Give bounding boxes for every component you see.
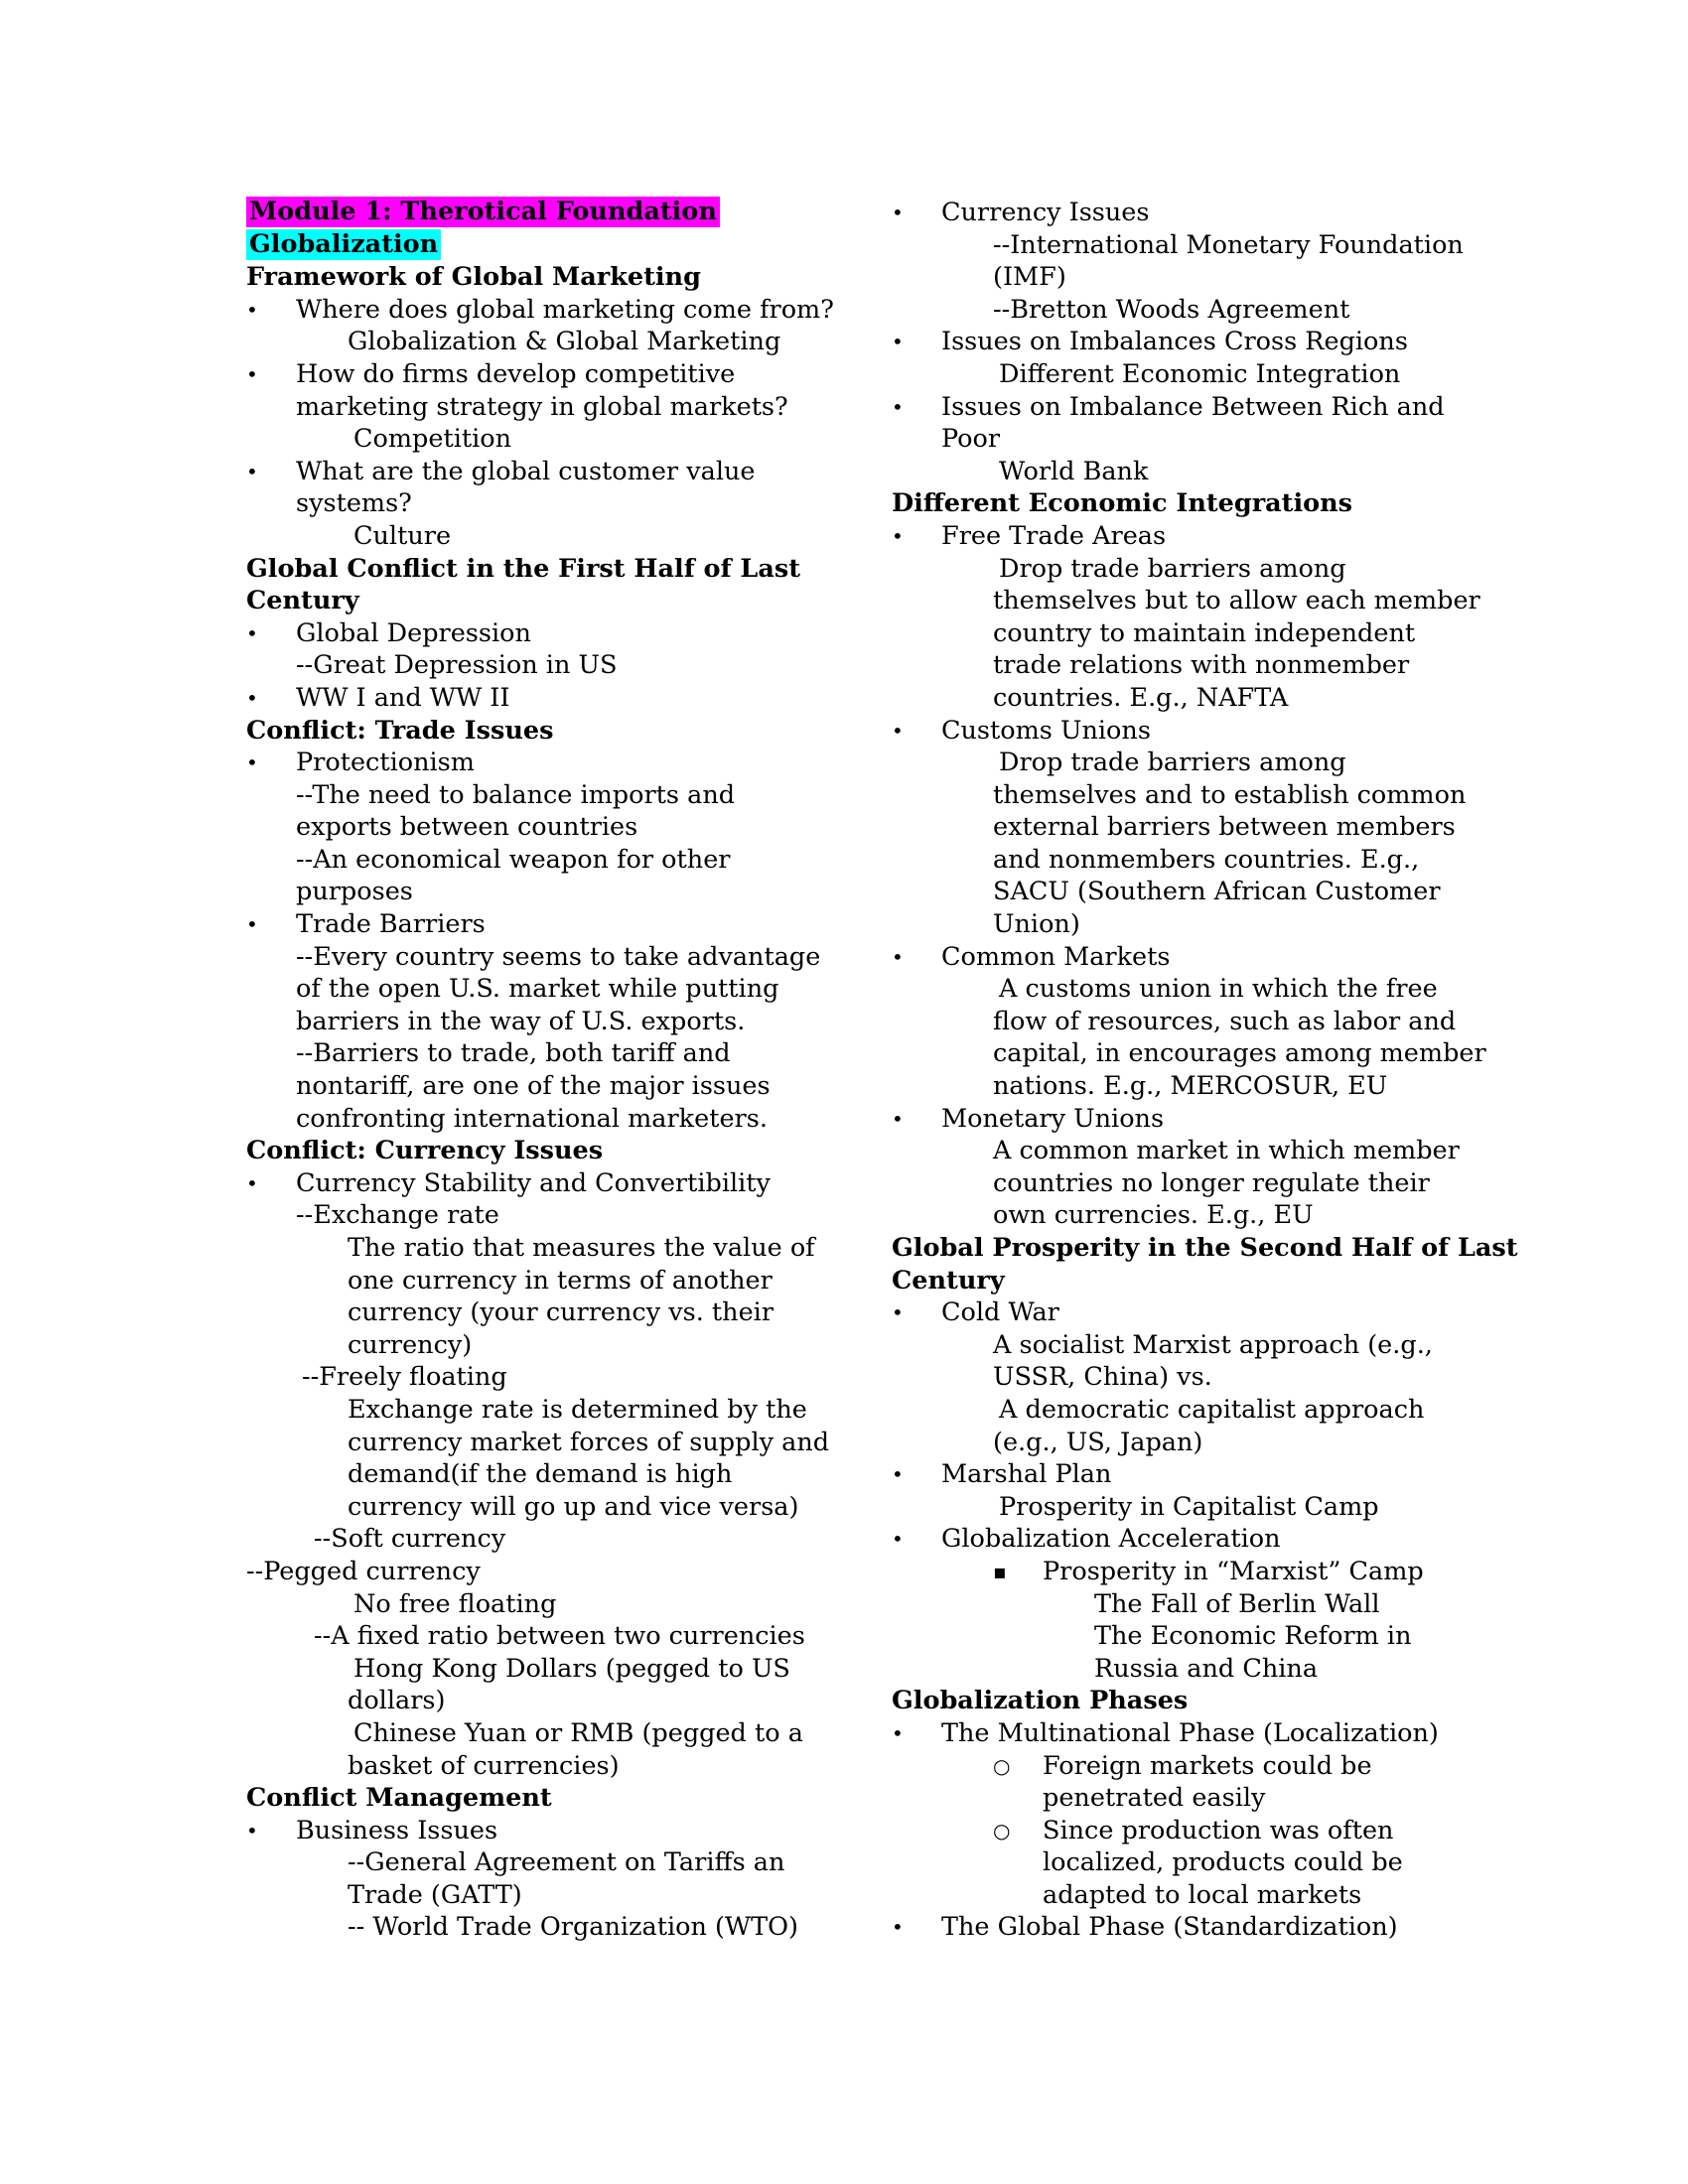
bullet-icon: •: [892, 394, 904, 419]
text-line: [246, 715, 822, 748]
text-line: [892, 908, 1448, 941]
text-line: [892, 715, 1448, 748]
line-text: Different Economic Integration: [999, 358, 1401, 389]
text-line: [892, 391, 1448, 424]
module-title: Module 1: Therotical Foundation: [246, 197, 720, 227]
line-text: Drop trade barriers among: [999, 748, 1346, 778]
text-line: [892, 1103, 1448, 1136]
text-line: [892, 358, 1448, 391]
text-line: [246, 1782, 822, 1815]
line-text: No free floating: [353, 1588, 557, 1619]
text-line: [246, 1815, 822, 1847]
line-text: Exchange rate is determined by the: [348, 1394, 807, 1425]
line-text: marketing strategy in global markets?: [296, 391, 788, 422]
line-text: currency): [348, 1329, 473, 1360]
text-line: [892, 1588, 1448, 1621]
line-text: Currency Issues: [941, 198, 1150, 227]
text-line: [892, 1199, 1448, 1232]
text-line: [246, 391, 822, 424]
line-text: nontariff, are one of the major issues: [296, 1071, 771, 1102]
bullet-icon: •: [892, 1106, 904, 1131]
text-line: [246, 261, 822, 294]
text-line: [892, 1070, 1448, 1103]
text-line: [892, 1135, 1460, 1167]
line-text: dollars): [348, 1686, 446, 1716]
text-line: [246, 358, 822, 391]
line-text: Drop trade barriers among: [999, 553, 1346, 584]
line-text: Foreign markets could be: [1043, 1750, 1372, 1781]
bullet-icon: •: [246, 297, 258, 322]
text-line: [892, 1717, 1448, 1750]
line-text: --General Agreement on Tariffs an: [348, 1847, 785, 1878]
text-line: [892, 1653, 1448, 1686]
section-heading: Conflict: Currency Issues: [246, 1136, 604, 1166]
text-line: [246, 908, 822, 941]
text-line: [246, 1523, 822, 1556]
line-text: nations. E.g., MERCOSUR, EU: [993, 1071, 1388, 1102]
text-line: [246, 197, 822, 229]
text-line: [892, 1265, 1448, 1297]
line-text: Business Issues: [296, 1815, 498, 1845]
text-line: [892, 456, 1448, 488]
line-text: demand(if the demand is high: [348, 1459, 733, 1490]
line-text: Monetary Unions: [941, 1103, 1165, 1134]
line-text: Russia and China: [1094, 1653, 1319, 1684]
line-text: Globalization & Global Marketing: [348, 327, 781, 357]
text-line: [892, 844, 1448, 877]
text-line: [246, 1556, 822, 1588]
line-text: A socialist Marxist approach (e.g.,: [993, 1329, 1433, 1360]
right-column: [892, 197, 1518, 1944]
line-text: trade relations with nonmember: [993, 650, 1410, 681]
bullet-icon: •: [246, 361, 258, 386]
text-line: [246, 1232, 822, 1265]
section-heading: Conflict Management: [246, 1783, 552, 1814]
line-text: --Exchange rate: [296, 1200, 499, 1231]
text-line: [892, 326, 1448, 358]
text-line: [892, 229, 1464, 262]
bullet-icon: •: [892, 330, 904, 354]
text-line: [892, 1006, 1457, 1038]
bullet-icon: •: [246, 1818, 258, 1843]
line-text: --The need to balance imports and: [296, 779, 736, 810]
text-line: [246, 1685, 822, 1717]
bullet-icon: •: [246, 912, 258, 937]
line-text: USSR, China) vs.: [993, 1362, 1212, 1393]
text-line: [892, 1782, 1448, 1815]
line-text: How do firms develop competitive: [296, 358, 736, 389]
section-heading: Century: [246, 586, 359, 616]
bullet-icon: •: [246, 459, 258, 483]
text-line: [246, 553, 822, 586]
line-text: --Every country seems to take advantage: [296, 941, 821, 972]
text-line: [892, 682, 1448, 715]
text-line: [246, 1588, 822, 1621]
text-line: [892, 1911, 1448, 1944]
line-text: Cold War: [941, 1297, 1059, 1328]
line-text: purposes: [296, 877, 413, 907]
line-text: --Freely floating: [302, 1362, 507, 1393]
text-line: [246, 1329, 822, 1362]
text-line: [246, 876, 822, 908]
bullet-icon: •: [892, 1462, 904, 1487]
text-line: [246, 617, 822, 650]
line-text: themselves and to establish common: [993, 779, 1467, 810]
text-line: [892, 973, 1448, 1006]
text-line: [892, 261, 1448, 294]
line-text: --Soft currency: [314, 1524, 506, 1555]
bullet-icon: •: [892, 1527, 904, 1552]
text-line: [246, 747, 822, 779]
text-line: [892, 487, 1448, 520]
section-heading: Different Economic Integrations: [892, 488, 1353, 519]
line-text: Issues on Imbalance Between Rich and: [941, 391, 1445, 422]
text-line: [892, 1458, 1448, 1491]
line-text: of the open U.S. market while putting: [296, 974, 779, 1005]
circle-bullet-icon: ○: [993, 1818, 1011, 1843]
line-text: Union): [993, 909, 1080, 940]
text-line: [892, 1523, 1448, 1556]
line-text: currency market forces of supply and: [348, 1427, 830, 1457]
text-line: [246, 1135, 822, 1167]
text-line: [892, 1329, 1448, 1362]
text-line: [246, 1199, 822, 1232]
line-text: Currency Stability and Convertibility: [296, 1167, 771, 1198]
circle-bullet-icon: ○: [993, 1753, 1011, 1778]
text-line: [246, 1361, 822, 1394]
text-line: [246, 682, 822, 715]
line-text: --Bretton Woods Agreement: [993, 294, 1350, 325]
section-heading: Century: [892, 1265, 1005, 1296]
text-line: [892, 1167, 1448, 1200]
text-line: [246, 1297, 822, 1329]
text-line: [246, 487, 822, 520]
line-text: The Fall of Berlin Wall: [1094, 1588, 1380, 1619]
text-line: [246, 649, 822, 682]
line-text: Trade Barriers: [296, 909, 486, 940]
bullet-icon: •: [892, 523, 904, 548]
line-text: --A fixed ratio between two currencies: [314, 1621, 805, 1652]
line-text: themselves but to allow each member: [993, 586, 1480, 616]
text-line: [892, 1620, 1448, 1653]
text-line: [892, 1879, 1448, 1912]
text-line: [246, 326, 822, 358]
line-text: countries no longer regulate their: [993, 1167, 1430, 1198]
line-text: -- World Trade Organization (WTO): [348, 1912, 799, 1943]
text-line: [892, 1556, 1448, 1588]
text-line: [246, 585, 822, 617]
line-text: country to maintain independent: [993, 617, 1416, 648]
bullet-icon: •: [246, 1170, 258, 1195]
text-line: [246, 1653, 822, 1686]
left-column: [246, 197, 834, 1944]
line-text: Customs Unions: [941, 715, 1151, 746]
topic-title: Globalization: [246, 229, 441, 260]
line-text: Trade (GATT): [348, 1879, 522, 1910]
bullet-icon: •: [892, 201, 904, 224]
line-text: --Barriers to trade, both tariff and: [296, 1038, 731, 1069]
text-line: [246, 456, 822, 488]
line-text: capital, in encourages among member: [993, 1038, 1486, 1069]
text-line: [892, 1815, 1448, 1847]
section-heading: Global Prosperity in the Second Half of Last: [892, 1233, 1518, 1263]
text-line: [892, 941, 1448, 974]
text-line: [246, 811, 822, 844]
text-line: [246, 1037, 822, 1070]
text-line: [892, 1394, 1448, 1427]
line-text: Culture: [353, 520, 452, 551]
bullet-icon: •: [892, 718, 904, 743]
text-line: [892, 520, 1448, 553]
text-line: [892, 423, 1448, 456]
text-line: [246, 1620, 822, 1653]
line-text: own currencies. E.g., EU: [993, 1200, 1314, 1231]
line-text: (e.g., US, Japan): [993, 1427, 1203, 1457]
text-line: [892, 1232, 1518, 1265]
text-line: [892, 747, 1448, 779]
line-text: and nonmembers countries. E.g.,: [993, 844, 1420, 875]
line-text: Hong Kong Dollars (pegged to US: [353, 1653, 790, 1684]
text-line: [246, 520, 822, 553]
section-heading: Conflict: Trade Issues: [246, 715, 554, 746]
text-line: [246, 1167, 822, 1200]
text-line: [246, 1394, 822, 1427]
line-text: Competition: [353, 424, 512, 455]
bullet-icon: •: [892, 944, 904, 969]
bullet-icon: •: [246, 620, 258, 645]
section-heading: Framework of Global Marketing: [246, 262, 701, 293]
text-line: [246, 1750, 822, 1783]
line-text: one currency in terms of another: [348, 1265, 773, 1296]
line-text: --Pegged currency: [246, 1556, 481, 1586]
bullet-icon: •: [892, 1720, 904, 1745]
line-text: WW I and WW II: [296, 682, 510, 713]
text-line: [246, 1911, 822, 1944]
line-text: The Multinational Phase (Localization): [941, 1717, 1439, 1748]
text-line: [892, 1685, 1448, 1717]
line-text: currency (your currency vs. their: [348, 1297, 774, 1328]
text-line: [246, 1491, 822, 1524]
line-text: --Great Depression in US: [296, 650, 618, 681]
bullet-icon: •: [246, 685, 258, 710]
line-text: --An economical weapon for other: [296, 844, 731, 875]
text-line: [892, 1750, 1448, 1783]
text-line: [246, 1006, 822, 1038]
line-text: Chinese Yuan or RMB (pegged to a: [353, 1717, 803, 1748]
text-line: [246, 1070, 822, 1103]
text-line: [246, 1458, 822, 1491]
line-text: --International Monetary Foundation: [993, 229, 1464, 260]
line-text: Common Markets: [941, 941, 1171, 972]
line-text: Where does global marketing come from?: [296, 294, 834, 325]
line-text: Free Trade Areas: [941, 520, 1167, 551]
text-line: [892, 649, 1448, 682]
line-text: basket of currencies): [348, 1750, 620, 1781]
line-text: external barriers between members: [993, 812, 1456, 843]
text-line: [892, 1491, 1448, 1524]
line-text: Prosperity in Capitalist Camp: [999, 1491, 1379, 1522]
line-text: adapted to local markets: [1043, 1879, 1362, 1910]
line-text: Marshal Plan: [941, 1459, 1112, 1490]
text-line: [246, 423, 822, 456]
line-text: World Bank: [999, 456, 1149, 486]
text-line: [892, 553, 1448, 586]
text-line: [892, 294, 1448, 327]
line-text: SACU (Southern African Customer: [993, 877, 1441, 907]
bullet-icon: •: [892, 1915, 904, 1940]
text-line: [246, 1265, 822, 1297]
line-text: systems?: [296, 488, 412, 519]
line-text: The ratio that measures the value of: [348, 1233, 815, 1263]
line-text: barriers in the way of U.S. exports.: [296, 1006, 746, 1036]
line-text: Poor: [941, 424, 1001, 455]
line-text: The Global Phase (Standardization): [941, 1912, 1398, 1943]
text-line: [892, 1427, 1448, 1459]
text-line: [892, 1037, 1486, 1070]
line-text: countries. E.g., NAFTA: [993, 682, 1289, 713]
text-line: [246, 1879, 822, 1912]
line-text: currency will go up and vice versa): [348, 1491, 799, 1522]
line-text: Protectionism: [296, 748, 475, 778]
line-text: flow of resources, such as labor and: [993, 1006, 1457, 1036]
text-line: [892, 1361, 1448, 1394]
text-line: [246, 1846, 822, 1879]
line-text: exports between countries: [296, 812, 638, 843]
text-line: [246, 1103, 822, 1136]
text-line: [246, 941, 822, 974]
line-text: confronting international marketers.: [296, 1103, 768, 1134]
text-line: [246, 779, 822, 812]
square-bullet-icon: ▪: [993, 1559, 1007, 1583]
text-line: [246, 844, 822, 877]
section-heading: Globalization Phases: [892, 1686, 1189, 1716]
text-line: [892, 876, 1448, 908]
text-line: [246, 1427, 830, 1459]
line-text: penetrated easily: [1043, 1783, 1266, 1814]
section-heading: Global Conflict in the First Half of Last: [246, 553, 800, 584]
line-text: localized, products could be: [1043, 1847, 1403, 1878]
text-line: [892, 1846, 1448, 1879]
bullet-icon: •: [246, 751, 258, 775]
text-line: [892, 585, 1480, 617]
text-line: [892, 779, 1467, 812]
line-text: What are the global customer value: [296, 456, 756, 486]
line-text: Prosperity in “Marxist” Camp: [1043, 1556, 1424, 1586]
text-line: [892, 1297, 1448, 1329]
line-text: The Economic Reform in: [1094, 1621, 1412, 1652]
text-line: [892, 197, 1448, 229]
line-text: A common market in which member: [993, 1136, 1460, 1166]
text-line: [246, 973, 822, 1006]
text-line: [246, 229, 822, 262]
line-text: Global Depression: [296, 617, 531, 648]
line-text: Globalization Acceleration: [941, 1524, 1281, 1555]
text-line: [892, 617, 1448, 650]
line-text: A customs union in which the free: [999, 974, 1438, 1005]
line-text: (IMF): [993, 262, 1066, 293]
text-line: [246, 294, 834, 327]
text-line: [246, 1717, 822, 1750]
line-text: Issues on Imbalances Cross Regions: [941, 327, 1408, 357]
line-text: Since production was often: [1043, 1815, 1394, 1845]
bullet-icon: •: [892, 1300, 904, 1325]
line-text: A democratic capitalist approach: [999, 1394, 1425, 1425]
text-line: [892, 811, 1456, 844]
